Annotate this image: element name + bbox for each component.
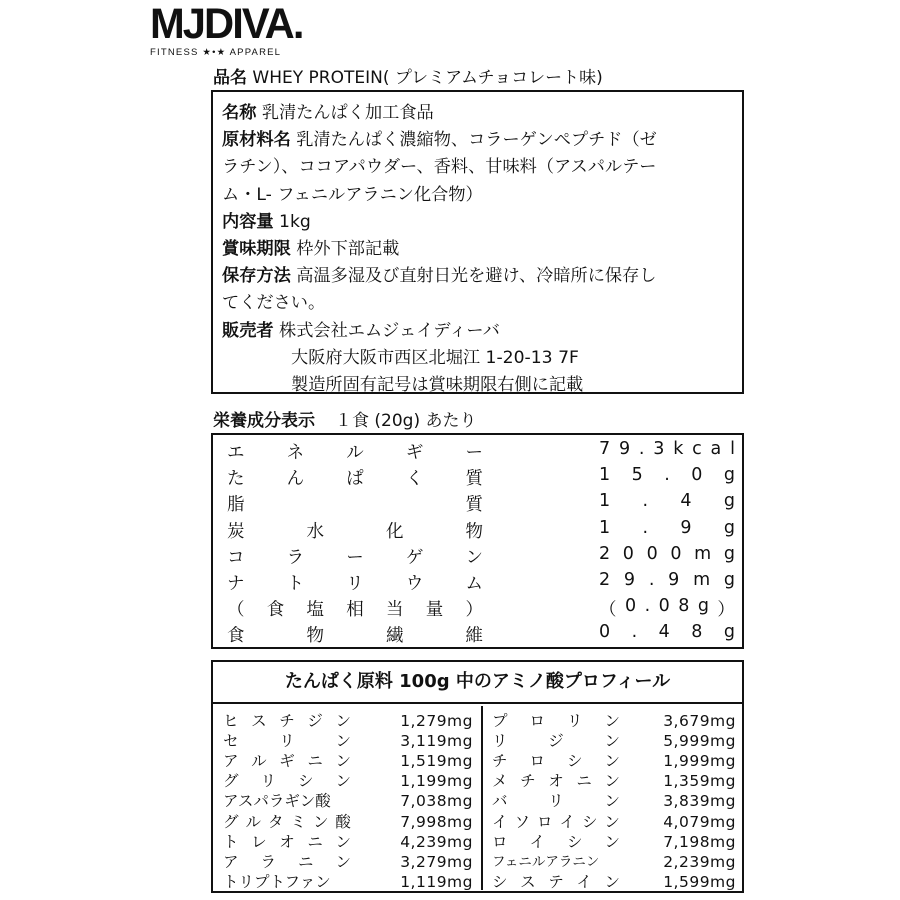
amino-value [633,751,736,771]
amino-row-right [213,751,742,771]
nutrition-label-char: ム [465,574,483,594]
info-seller-label: 販売者 [222,320,274,341]
nutrition-title: 栄養成分表示 [213,411,315,431]
amino-value [633,731,736,751]
amino-value [633,711,736,731]
amino-name-char: ン [335,832,351,851]
nutrition-value-char: . [638,439,645,459]
amino-value-text: 3,279mg [400,852,473,871]
amino-name-char: リ [279,732,295,751]
nutrition-value-char: 7 [599,439,611,459]
amino-name [492,771,620,791]
nutrition-value [599,465,735,485]
nutrition-label-char: ー [346,547,364,568]
info-ingredients-line3: ム・L- フェニルアラニン化合物） [222,184,483,205]
amino-name-char: リ [492,732,508,751]
amino-name-char: シ [566,832,583,851]
amino-name-char: ス [520,872,536,891]
nutrition-label [227,570,483,595]
nutrition-value-char: 3 [653,439,665,459]
nutrition-value-char: . [642,491,649,512]
nutrition-value-char: 9 [668,570,680,590]
amino-name-char: ニ [297,852,314,871]
info-ingredients-line2: ラチン）、ココアパウダー、香料、甘味料（アスパルテー [222,157,657,178]
amino-acid-table [211,660,744,893]
nutrition-label [227,596,483,621]
nutrition-value-char: g [723,622,735,643]
nutrition-label-char: 食 [227,626,245,647]
nutrition-label-char: 炭 [227,521,245,542]
nutrition-label-char: ト [286,574,305,594]
amino-name-char: チ [492,752,508,771]
info-content-value: 1kg [279,211,311,232]
amino-name-char: プ [492,712,508,730]
amino-name [492,731,620,751]
amino-name-char: ト [223,832,239,851]
nutrition-value-char: （ [599,600,617,621]
amino-name-char: ニ [307,832,323,851]
nutrition-label-char: エ [227,443,245,463]
brand-logo [150,2,320,57]
amino-value-text: 3,679mg [663,712,736,730]
amino-name-char: ジ [307,712,323,730]
nutrition-value-char: . [644,596,651,617]
amino-name-char: ロ [536,812,553,831]
nutrition-serving: １食 (20g) あたり [335,411,477,431]
amino-name-char: メ [492,772,508,791]
amino-name-char: オ [548,772,564,791]
product-label: 品名 [213,68,247,88]
amino-name-char: セ [223,732,239,751]
amino-name-char: ロ [492,832,508,851]
nutrition-value-char: k [673,439,684,459]
amino-row-right [213,872,742,892]
amino-name-char: ニ [307,752,323,771]
amino-name-char: ン [604,772,620,791]
nutrition-value-char: 5 [631,465,643,486]
amino-row-right [213,771,742,791]
nutrition-value [599,544,735,564]
nutrition-label-char: 食 [266,600,285,621]
nutrition-value-char: 0 [658,596,670,617]
amino-value [633,771,736,791]
amino-name-char: ン [604,832,620,851]
nutrition-value-char: 8 [691,622,703,643]
brand-tagline: FITNESS ★•★ APPAREL [150,47,282,58]
amino-value-text: 4,239mg [400,832,473,851]
nutrition-value-char: g [723,543,735,564]
amino-name-char: ン [335,852,351,871]
amino-value-text: 7,998mg [400,812,473,831]
amino-name-char: ン [335,712,351,730]
nutrition-label-char: ゲ [405,547,424,568]
amino-value-text: 1,599mg [663,872,736,891]
nutrition-value [599,491,735,511]
amino-name-char: グ [223,772,239,791]
nutrition-value-char: 1 [599,517,611,538]
info-storage-line2: てください。 [222,293,326,314]
nutrition-label-char: 量 [425,600,444,621]
nutrition-value [599,596,735,621]
amino-name-char: ジ [548,732,564,751]
amino-value [633,852,736,872]
amino-name-char: ン [604,792,620,811]
nutrition-label-char: リ [346,574,364,594]
info-seller-value: 株式会社エムジェイディーバ [279,320,500,341]
nutrition-row [213,439,742,466]
nutrition-label [227,465,483,490]
nutrition-value [599,518,735,538]
nutrition-row [213,465,742,492]
amino-value-text: 7,198mg [663,832,736,851]
nutrition-value-char: m [693,570,711,590]
amino-name [492,872,620,892]
nutrition-label-char: 化 [386,521,404,542]
amino-row-right [213,731,742,751]
nutrition-value-char: 9 [680,517,692,538]
nutrition-value [599,439,735,459]
amino-row-right [213,832,742,852]
nutrition-label-char: 維 [465,626,483,647]
product-info-box [211,90,744,394]
nutrition-label-char: 当 [386,600,404,621]
amino-name-char: テ [548,872,564,891]
nutrition-value-char: 8 [678,596,690,617]
amino-name [492,791,620,811]
amino-name-char: ン [604,812,620,831]
product-info-content [222,100,734,399]
nutrition-label-char: ー [465,443,483,463]
product-value: WHEY PROTEIN( プレミアムチョコレート味) [252,68,603,88]
amino-name [492,751,620,771]
info-seller-address: 大阪府大阪市西区北堀江 1-20-13 7F [291,347,579,368]
nutrition-table [211,433,744,649]
info-expiry-value: 枠外下部記載 [296,239,400,260]
nutrition-value-char: 4 [680,491,692,512]
info-name-value: 乳清たんぱく加工食品 [261,103,434,123]
info-content-row [222,209,734,236]
nutrition-label-char: （ [227,600,245,621]
amino-value-text: 4,079mg [663,812,736,831]
amino-value-text: 3,119mg [400,732,473,751]
info-storage-row [222,263,734,290]
nutrition-label-char: ネ [286,443,305,463]
amino-row-right [213,791,742,811]
nutrition-label [227,491,483,516]
amino-name-char: チ [279,712,295,730]
info-name-row [222,100,734,127]
amino-name-char: ン [335,732,351,751]
nutrition-value-char: 1 [599,465,611,486]
nutrition-row [213,491,742,518]
nutrition-value-char: . [631,622,638,643]
amino-name-char: イ [529,832,545,851]
nutrition-value-char: m [694,543,712,564]
amino-name-char: ニ [576,772,592,791]
amino-name-char: 酸 [335,812,351,831]
amino-name-char: イ [492,812,508,831]
amino-name [492,711,620,731]
nutrition-value-char: 2 [599,543,611,564]
nutrition-label-char: ン [465,547,483,568]
nutrition-value-char: 0 [691,465,703,486]
amino-name-char: チ [520,772,536,791]
nutrition-value-char: g [697,596,709,617]
amino-value-text: 1,279mg [400,712,473,730]
amino-value-text: 7,038mg [400,792,473,811]
nutrition-label-char: ル [346,443,364,463]
amino-name-char: ア [223,752,239,771]
info-ingredients-row [222,127,734,154]
nutrition-label-char: ギ [405,443,424,463]
nutrition-label-char: ラ [286,547,305,568]
nutrition-value-char: 0 [670,543,682,564]
nutrition-row [213,518,742,545]
amino-value-text: 5,999mg [663,732,736,751]
nutrition-value-char: a [710,439,722,459]
amino-name [492,832,620,852]
amino-name-char: リ [260,772,276,791]
nutrition-value-char: 9 [623,570,636,590]
amino-name-char: ル [251,752,267,771]
amino-name-char: ン [604,732,620,751]
nutrition-value-char: 0 [646,543,658,564]
amino-value-text: 1,359mg [663,772,736,791]
amino-name-char: タ [267,812,284,831]
info-seller-row [222,318,734,345]
amino-name-char: イ [559,812,575,831]
info-ingredients-label: 原材料名 [222,130,291,151]
nutrition-label-char: 物 [306,626,324,647]
nutrition-value [599,622,735,642]
amino-name-char: ン [604,872,620,891]
info-ingredients-line1: 乳清たんぱく濃縮物、コラーゲンペプチド（ゼ [296,130,657,151]
nutrition-value-char: . [664,465,670,486]
amino-value [633,791,736,811]
nutrition-label-char: 繊 [386,626,404,647]
nutrition-row [213,622,742,649]
amino-name-char: ソ [514,812,530,831]
amino-value [633,832,736,852]
nutrition-value-char: g [723,517,735,538]
amino-row-right [213,711,742,731]
amino-value-text: 1,119mg [400,872,473,891]
nutrition-value-char: 9 [618,439,631,459]
nutrition-row [213,544,742,571]
nutrition-label-char: 質 [465,469,483,490]
amino-name: アスパラギン酸 [223,792,331,811]
nutrition-label-char: ） [465,600,483,621]
amino-value [633,872,736,892]
info-expiry-label: 賞味期限 [222,239,291,260]
nutrition-label-char: 脂 [227,495,245,516]
nutrition-label-char: た [227,469,245,490]
nutrition-label-char: 質 [465,495,483,516]
nutrition-value-char: l [730,439,735,459]
nutrition-value-char: g [723,570,735,590]
nutrition-label-char: ナ [227,574,245,594]
amino-title: たんぱく原料 100g 中のアミノ酸プロフィール [213,662,742,704]
amino-value-text: 3,839mg [663,792,736,811]
amino-name [492,812,620,832]
product-name-line [213,63,603,88]
amino-name-char: リ [548,792,564,811]
amino-name-char: シ [581,812,598,831]
nutrition-value-char: 0 [599,622,611,643]
amino-name-char: イ [576,872,592,891]
info-name-label: 名称 [222,103,257,123]
amino-row-right [213,852,742,872]
amino-value-text: 1,999mg [663,752,736,771]
nutrition-value-char: 1 [599,491,611,512]
nutrition-value-char: 2 [599,570,611,590]
info-storage-line1: 高温多湿及び直射日光を避け、冷暗所に保存し [296,266,657,287]
nutrition-value-char: c [692,439,702,459]
amino-name: フェニルアラニン [492,853,600,870]
amino-name-char: ギ [279,752,295,771]
amino-name-char: ン [312,812,329,831]
nutrition-value [599,570,735,590]
nutrition-heading [213,406,477,431]
nutrition-label-char: 物 [465,521,483,542]
nutrition-label-char: 塩 [306,600,324,621]
amino-name-char: ロ [529,712,545,730]
amino-name-char: ン [335,752,351,771]
nutrition-value-char: ） [717,600,735,621]
amino-value-text: 2,239mg [663,852,736,871]
info-seller-note: 製造所固有記号は賞味期限右側に記載 [291,375,584,396]
amino-name-char: シ [492,872,508,891]
amino-name-char: シ [297,772,314,791]
nutrition-value-char: 0 [624,596,637,617]
amino-name-char: バ [492,792,508,811]
amino-name-char: レ [251,832,267,851]
amino-name-char: グ [223,812,239,831]
nutrition-value-char: . [648,570,655,590]
nutrition-row [213,570,742,597]
amino-value [633,812,736,832]
amino-name-char: ル [245,812,261,831]
amino-name: トリプトファン [223,872,331,891]
info-storage-label: 保存方法 [222,266,291,287]
nutrition-label-char: 相 [346,600,364,621]
nutrition-value-char: 4 [658,622,670,643]
amino-name-char: ン [335,772,351,791]
nutrition-label [227,622,483,647]
amino-name-char: ロ [529,752,545,771]
nutrition-label [227,544,483,569]
amino-name-char: ヒ [223,712,239,730]
info-content-label: 内容量 [222,211,274,232]
nutrition-value-char: g [723,491,735,512]
amino-value-text: 1,199mg [400,772,473,791]
nutrition-label-char: ん [286,469,305,490]
amino-value-text: 1,519mg [400,752,473,771]
amino-row-right [213,812,742,832]
amino-name-char: シ [566,752,583,771]
nutrition-value-char: . [642,517,649,538]
nutrition-label-char: 水 [306,521,324,542]
nutrition-label-char: ウ [405,574,424,594]
nutrition-label-char: コ [227,547,245,568]
amino-name-char: リ [566,712,583,730]
brand-name: MJDIVA. [150,0,303,48]
nutrition-label [227,439,483,464]
amino-name-char: ン [604,752,620,771]
nutrition-label [227,518,483,543]
amino-name-char: ン [604,712,620,730]
nutrition-value-char: 0 [622,543,634,564]
amino-name-char: ラ [260,852,276,871]
nutrition-label-char: ぱ [346,469,364,490]
amino-name-char: ミ [290,812,306,831]
nutrition-value-char: g [723,465,735,486]
info-expiry-row [222,236,734,263]
amino-name-char: オ [279,832,295,851]
amino-name-char: ス [251,712,267,730]
nutrition-row [213,596,742,623]
amino-name-char: ア [223,852,239,871]
nutrition-label-char: く [405,469,424,490]
